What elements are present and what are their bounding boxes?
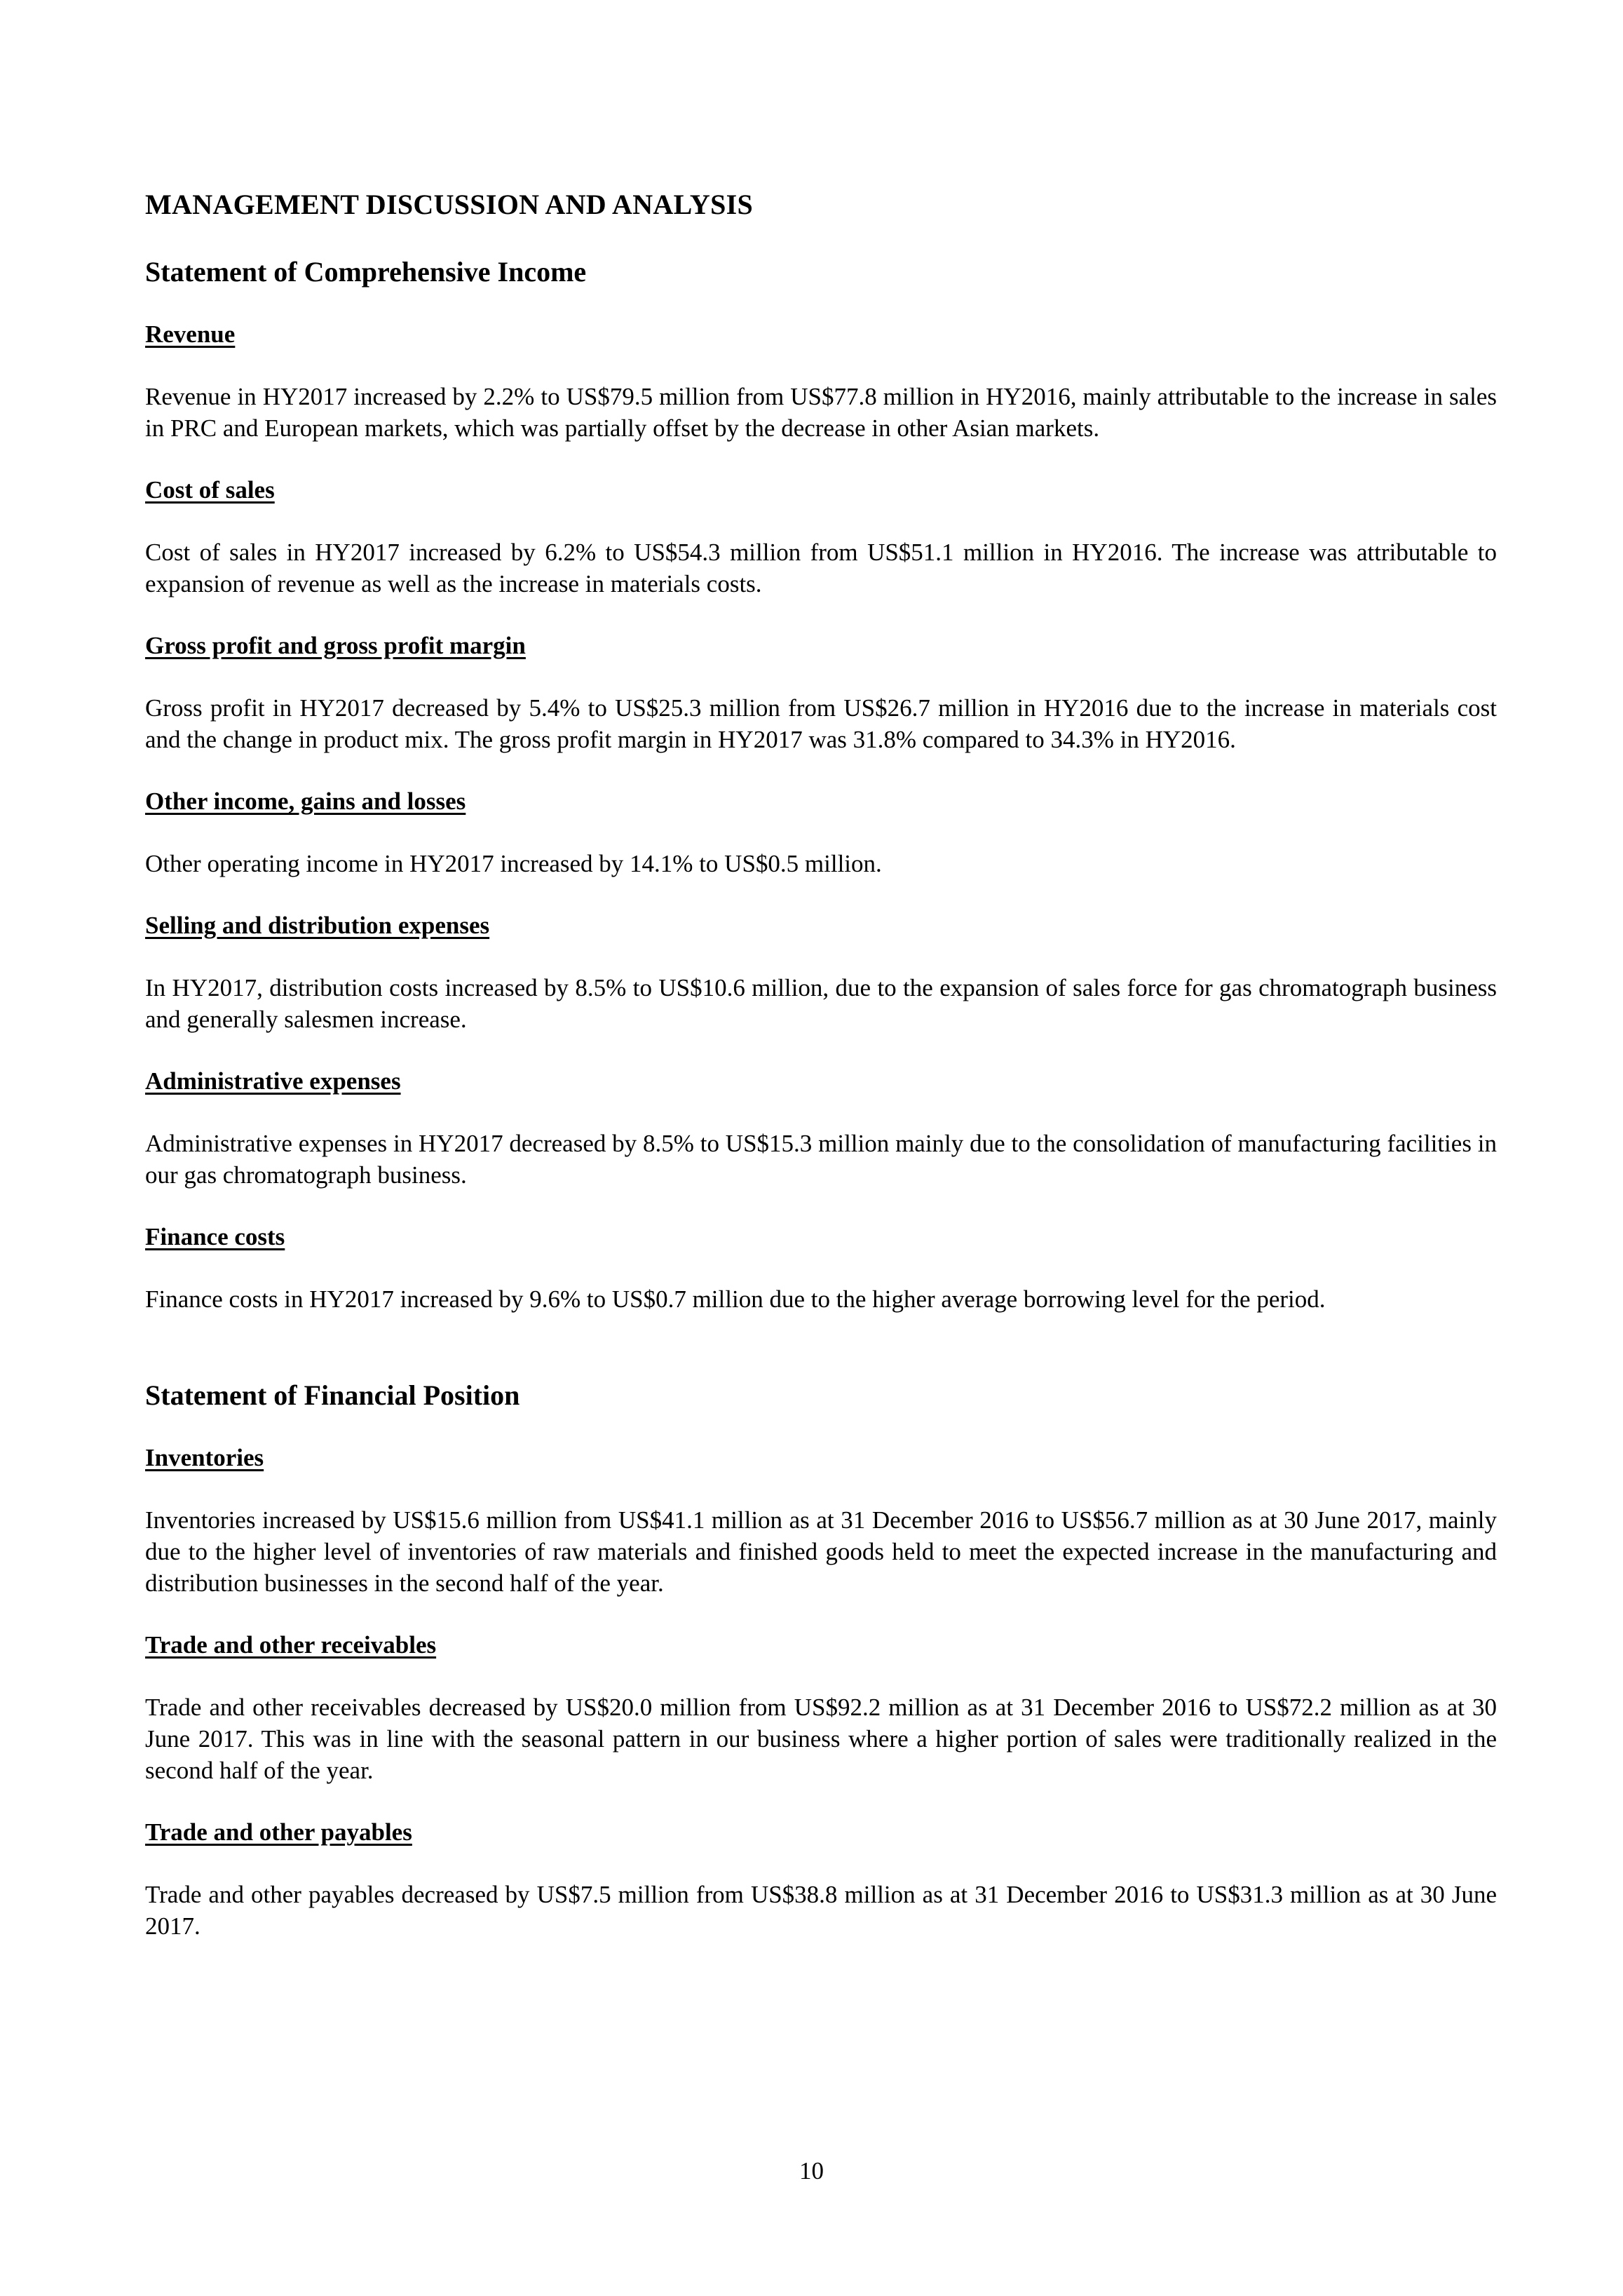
- paragraph-finance-costs: Finance costs in HY2017 increased by 9.6% to US$0.7 million due to the higher average borrowing level for the period.: [145, 1285, 1326, 1313]
- paragraph-revenue: Revenue in HY2017 increased by 2.2% to US$79.5 million from US$77.8 million in HY2016, mainly attributable to the increase in sales in PRC and European markets, which was partially offset by the decrease in other Asian markets.: [145, 383, 1497, 442]
- paragraph-selling-distribution: In HY2017, distribution costs increased by 8.5% to US$10.6 million, due to the expansion of sales force for gas chromatograph business and generally salesmen increase.: [145, 974, 1497, 1033]
- paragraph-trade-payables: Trade and other payables decreased by US$7.5 million from US$38.8 million as at 31 December 2016 to US$31.3 million as at 30 June 2017.: [145, 1881, 1497, 1940]
- paragraph-trade-receivables: Trade and other receivables decreased by US$20.0 million from US$92.2 million as at 31 December 2016 to US$72.2 million as at 30 June 2017. This was in line with the seasonal pattern in our business where a higher portion of sales were traditionally realized in the second half of the year.: [145, 1694, 1497, 1784]
- section-title-comprehensive-income: Statement of Comprehensive Income: [145, 256, 587, 288]
- paragraph-other-income: Other operating income in HY2017 increased by 14.1% to US$0.5 million.: [145, 850, 882, 877]
- paragraph-gross-profit: Gross profit in HY2017 decreased by 5.4% to US$25.3 million from US$26.7 million in HY2016 due to the increase in materials cost and the change in product mix. The gross profit margin in HY2017 was 31.8% compared to 34.3% in HY2016.: [145, 694, 1497, 753]
- paragraph-administrative-expenses: Administrative expenses in HY2017 decreased by 8.5% to US$15.3 million mainly due to the consolidation of manufacturing facilities in our gas chromatograph business.: [145, 1130, 1497, 1189]
- heading-selling-distribution: Selling and distribution expenses: [145, 912, 490, 939]
- paragraph-cost-of-sales: Cost of sales in HY2017 increased by 6.2% to US$54.3 million from US$51.1 million in HY2016. The increase was attributable to expansion of revenue as well as the increase in materials costs.: [145, 539, 1497, 597]
- page-number: 10: [799, 2157, 824, 2184]
- document-page: [145, 186, 1497, 1942]
- heading-finance-costs: Finance costs: [145, 1223, 285, 1250]
- heading-trade-receivables: Trade and other receivables: [145, 1631, 437, 1659]
- paragraph-inventories: Inventories increased by US$15.6 million from US$41.1 million as at 31 December 2016 to US$56.7 million as at 30 June 2017, mainly due to the higher level of inventories of raw materials and finished goods held to meet the expected increase in the manufacturing and distribution businesses in the second half of the year.: [145, 1506, 1497, 1597]
- heading-gross-profit: Gross profit and gross profit margin: [145, 632, 526, 659]
- heading-inventories: Inventories: [145, 1444, 264, 1471]
- heading-other-income: Other income, gains and losses: [145, 788, 466, 815]
- section-title-financial-position: Statement of Financial Position: [145, 1379, 520, 1411]
- heading-cost-of-sales: Cost of sales: [145, 476, 275, 504]
- heading-revenue: Revenue: [145, 320, 236, 348]
- heading-trade-payables: Trade and other payables: [145, 1818, 412, 1846]
- heading-administrative-expenses: Administrative expenses: [145, 1067, 401, 1095]
- page-title: MANAGEMENT DISCUSSION AND ANALYSIS: [145, 189, 754, 220]
